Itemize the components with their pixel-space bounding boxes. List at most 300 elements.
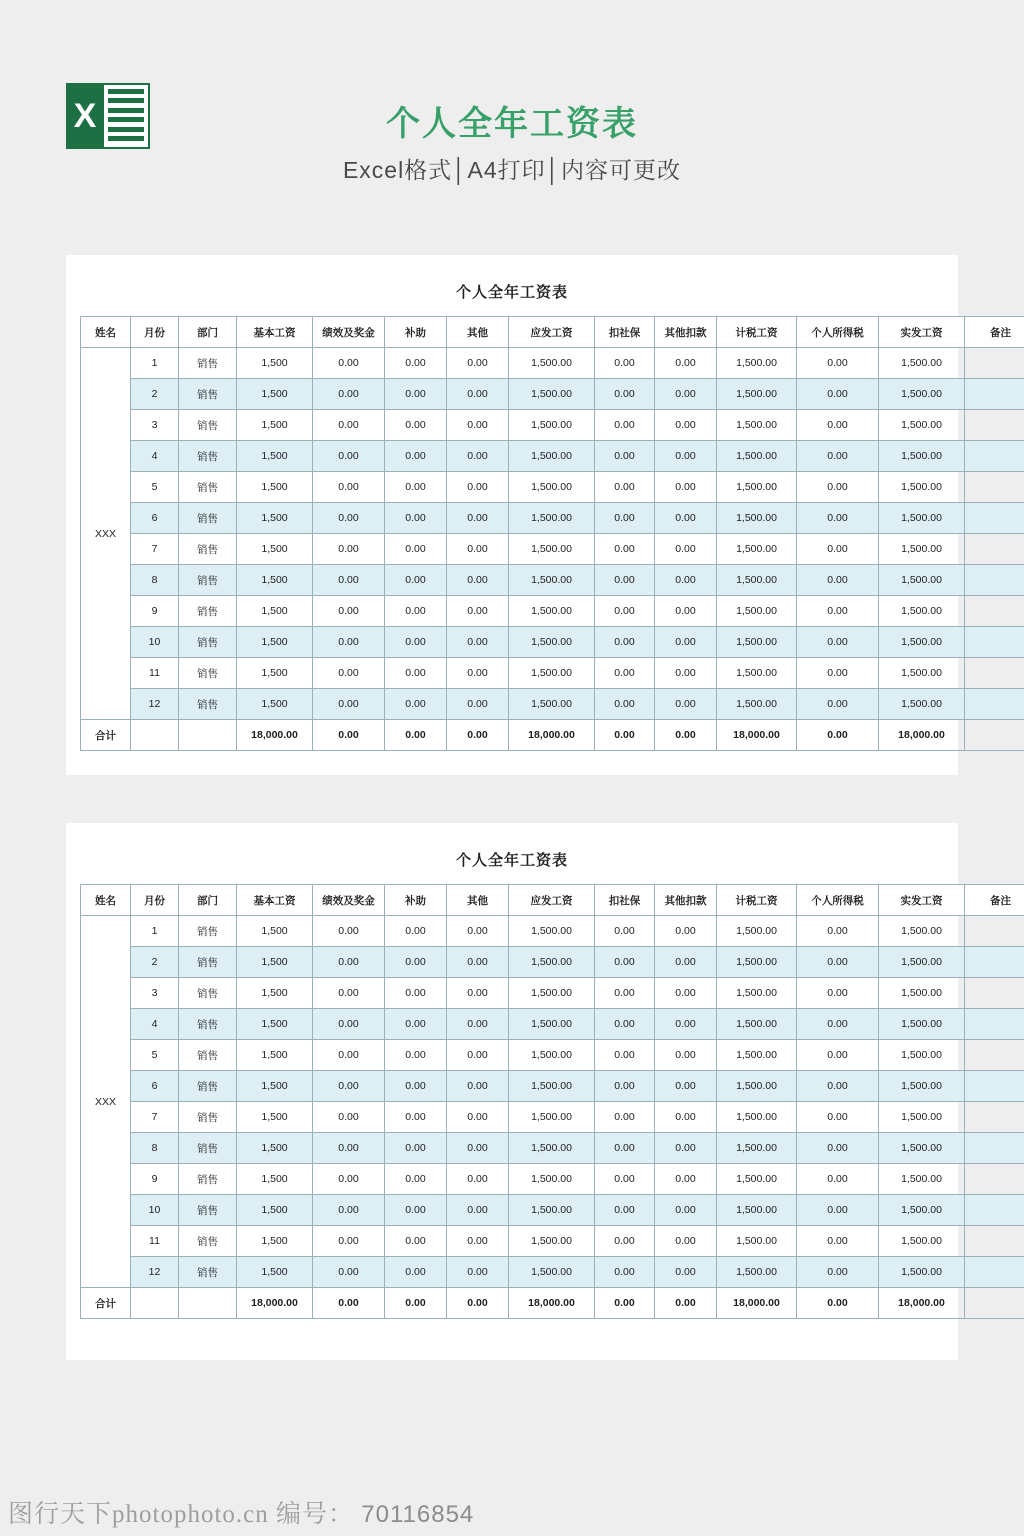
cell-note — [965, 1040, 1024, 1071]
col-header-taxable: 计税工资 — [717, 317, 797, 348]
cell-total-subsidy: 0.00 — [385, 1288, 447, 1319]
cell-note — [965, 379, 1024, 410]
cell-other-deduct: 0.00 — [655, 596, 717, 627]
cell-total-subsidy: 0.00 — [385, 720, 447, 751]
cell-net: 1,500.00 — [879, 410, 965, 441]
col-header-note: 备注 — [965, 317, 1024, 348]
table-row — [81, 1040, 1024, 1071]
cell-net: 1,500.00 — [879, 978, 965, 1009]
cell-subsidy: 0.00 — [385, 472, 447, 503]
cell-other: 0.00 — [447, 1071, 509, 1102]
col-header-base: 基本工资 — [237, 885, 313, 916]
cell-net: 1,500.00 — [879, 1164, 965, 1195]
table-row — [81, 1257, 1024, 1288]
cell-net: 1,500.00 — [879, 472, 965, 503]
cell-bonus: 0.00 — [313, 441, 385, 472]
cell-taxable: 1,500.00 — [717, 472, 797, 503]
excel-logo-letter: X — [66, 83, 104, 149]
cell-gross: 1,500.00 — [509, 978, 595, 1009]
cell-bonus: 0.00 — [313, 658, 385, 689]
cell-bonus: 0.00 — [313, 379, 385, 410]
cell-month: 6 — [131, 503, 179, 534]
table-row — [81, 916, 1024, 947]
cell-note — [965, 947, 1024, 978]
cell-net: 1,500.00 — [879, 689, 965, 720]
col-header-net: 实发工资 — [879, 317, 965, 348]
cell-total-dept — [179, 720, 237, 751]
table-row — [81, 689, 1024, 720]
cell-month: 1 — [131, 348, 179, 379]
col-header-net: 实发工资 — [879, 885, 965, 916]
cell-tax: 0.00 — [797, 916, 879, 947]
cell-taxable: 1,500.00 — [717, 978, 797, 1009]
cell-insurance: 0.00 — [595, 689, 655, 720]
cell-base: 1,500 — [237, 565, 313, 596]
table-row — [81, 410, 1024, 441]
cell-net: 1,500.00 — [879, 1009, 965, 1040]
cell-total-base: 18,000.00 — [237, 1288, 313, 1319]
cell-month: 10 — [131, 627, 179, 658]
cell-taxable: 1,500.00 — [717, 1102, 797, 1133]
cell-total-other: 0.00 — [447, 720, 509, 751]
cell-gross: 1,500.00 — [509, 1133, 595, 1164]
cell-total-other-deduct: 0.00 — [655, 1288, 717, 1319]
cell-net: 1,500.00 — [879, 947, 965, 978]
cell-dept: 销售 — [179, 1133, 237, 1164]
cell-gross: 1,500.00 — [509, 947, 595, 978]
cell-base: 1,500 — [237, 978, 313, 1009]
cell-note — [965, 441, 1024, 472]
cell-subsidy: 0.00 — [385, 379, 447, 410]
table-body — [81, 348, 1024, 751]
cell-employee-name: XXX — [81, 916, 131, 1288]
cell-other: 0.00 — [447, 1102, 509, 1133]
cell-dept: 销售 — [179, 534, 237, 565]
cell-bonus: 0.00 — [313, 1257, 385, 1288]
col-header-other: 其他 — [447, 885, 509, 916]
watermark-footer — [0, 1494, 1024, 1530]
cell-other-deduct: 0.00 — [655, 947, 717, 978]
col-header-insurance: 扣社保 — [595, 317, 655, 348]
cell-note — [965, 348, 1024, 379]
cell-subsidy: 0.00 — [385, 916, 447, 947]
cell-insurance: 0.00 — [595, 596, 655, 627]
watermark-code-label: 编号： — [276, 1501, 355, 1528]
cell-total-net: 18,000.00 — [879, 720, 965, 751]
cell-other-deduct: 0.00 — [655, 689, 717, 720]
cell-bonus: 0.00 — [313, 689, 385, 720]
cell-bonus: 0.00 — [313, 978, 385, 1009]
cell-bonus: 0.00 — [313, 1133, 385, 1164]
cell-other: 0.00 — [447, 379, 509, 410]
cell-note — [965, 689, 1024, 720]
cell-base: 1,500 — [237, 1257, 313, 1288]
cell-insurance: 0.00 — [595, 1009, 655, 1040]
cell-net: 1,500.00 — [879, 1195, 965, 1226]
cell-dept: 销售 — [179, 658, 237, 689]
cell-net: 1,500.00 — [879, 627, 965, 658]
cell-net: 1,500.00 — [879, 534, 965, 565]
col-header-month: 月份 — [131, 317, 179, 348]
cell-dept: 销售 — [179, 441, 237, 472]
cell-net: 1,500.00 — [879, 596, 965, 627]
cell-base: 1,500 — [237, 947, 313, 978]
cell-net: 1,500.00 — [879, 565, 965, 596]
cell-gross: 1,500.00 — [509, 1164, 595, 1195]
cell-tax: 0.00 — [797, 410, 879, 441]
cell-other: 0.00 — [447, 658, 509, 689]
cell-base: 1,500 — [237, 689, 313, 720]
cell-base: 1,500 — [237, 1102, 313, 1133]
table-total-row — [81, 720, 1024, 751]
cell-base: 1,500 — [237, 1009, 313, 1040]
cell-base: 1,500 — [237, 348, 313, 379]
cell-subsidy: 0.00 — [385, 1257, 447, 1288]
cell-gross: 1,500.00 — [509, 689, 595, 720]
cell-total-label: 合计 — [81, 1288, 131, 1319]
cell-other-deduct: 0.00 — [655, 1040, 717, 1071]
cell-tax: 0.00 — [797, 1040, 879, 1071]
table-row — [81, 1009, 1024, 1040]
table-row — [81, 441, 1024, 472]
cell-month: 6 — [131, 1071, 179, 1102]
cell-dept: 销售 — [179, 689, 237, 720]
cell-subsidy: 0.00 — [385, 658, 447, 689]
col-header-dept: 部门 — [179, 317, 237, 348]
cell-gross: 1,500.00 — [509, 1040, 595, 1071]
sheet-title: 个人全年工资表 — [455, 284, 568, 301]
cell-total-label: 合计 — [81, 720, 131, 751]
cell-other: 0.00 — [447, 1164, 509, 1195]
cell-subsidy: 0.00 — [385, 596, 447, 627]
cell-month: 5 — [131, 1040, 179, 1071]
cell-gross: 1,500.00 — [509, 596, 595, 627]
cell-total-net: 18,000.00 — [879, 1288, 965, 1319]
cell-bonus: 0.00 — [313, 1195, 385, 1226]
cell-subsidy: 0.00 — [385, 503, 447, 534]
cell-tax: 0.00 — [797, 565, 879, 596]
cell-insurance: 0.00 — [595, 627, 655, 658]
table-row — [81, 627, 1024, 658]
cell-bonus: 0.00 — [313, 503, 385, 534]
cell-month: 5 — [131, 472, 179, 503]
cell-insurance: 0.00 — [595, 441, 655, 472]
cell-dept: 销售 — [179, 947, 237, 978]
cell-other-deduct: 0.00 — [655, 565, 717, 596]
cell-other-deduct: 0.00 — [655, 627, 717, 658]
cell-gross: 1,500.00 — [509, 441, 595, 472]
cell-gross: 1,500.00 — [509, 379, 595, 410]
cell-gross: 1,500.00 — [509, 1257, 595, 1288]
cell-total-month — [131, 720, 179, 751]
cell-total-bonus: 0.00 — [313, 720, 385, 751]
cell-bonus: 0.00 — [313, 1071, 385, 1102]
table-row — [81, 1102, 1024, 1133]
cell-taxable: 1,500.00 — [717, 1133, 797, 1164]
cell-net: 1,500.00 — [879, 1040, 965, 1071]
col-header-tax: 个人所得税 — [797, 317, 879, 348]
cell-taxable: 1,500.00 — [717, 627, 797, 658]
cell-insurance: 0.00 — [595, 658, 655, 689]
cell-total-note — [965, 720, 1024, 751]
cell-gross: 1,500.00 — [509, 534, 595, 565]
cell-base: 1,500 — [237, 658, 313, 689]
cell-base: 1,500 — [237, 1040, 313, 1071]
col-header-other-deduct: 其他扣款 — [655, 317, 717, 348]
cell-tax: 0.00 — [797, 1164, 879, 1195]
cell-other-deduct: 0.00 — [655, 503, 717, 534]
cell-tax: 0.00 — [797, 379, 879, 410]
cell-insurance: 0.00 — [595, 379, 655, 410]
table-row — [81, 472, 1024, 503]
cell-note — [965, 1226, 1024, 1257]
cell-tax: 0.00 — [797, 472, 879, 503]
cell-net: 1,500.00 — [879, 1102, 965, 1133]
cell-subsidy: 0.00 — [385, 978, 447, 1009]
cell-base: 1,500 — [237, 1133, 313, 1164]
cell-subsidy: 0.00 — [385, 348, 447, 379]
cell-note — [965, 1164, 1024, 1195]
cell-tax: 0.00 — [797, 1009, 879, 1040]
cell-tax: 0.00 — [797, 441, 879, 472]
cell-gross: 1,500.00 — [509, 1009, 595, 1040]
cell-other-deduct: 0.00 — [655, 348, 717, 379]
cell-other-deduct: 0.00 — [655, 916, 717, 947]
cell-base: 1,500 — [237, 534, 313, 565]
col-header-base: 基本工资 — [237, 317, 313, 348]
cell-note — [965, 916, 1024, 947]
cell-other: 0.00 — [447, 947, 509, 978]
cell-month: 12 — [131, 689, 179, 720]
cell-insurance: 0.00 — [595, 1195, 655, 1226]
cell-gross: 1,500.00 — [509, 627, 595, 658]
col-header-subsidy: 补助 — [385, 885, 447, 916]
cell-insurance: 0.00 — [595, 503, 655, 534]
cell-month: 2 — [131, 947, 179, 978]
cell-month: 7 — [131, 1102, 179, 1133]
cell-other: 0.00 — [447, 1133, 509, 1164]
cell-base: 1,500 — [237, 1195, 313, 1226]
cell-net: 1,500.00 — [879, 1133, 965, 1164]
cell-total-base: 18,000.00 — [237, 720, 313, 751]
cell-subsidy: 0.00 — [385, 1133, 447, 1164]
cell-subsidy: 0.00 — [385, 1102, 447, 1133]
cell-taxable: 1,500.00 — [717, 916, 797, 947]
cell-taxable: 1,500.00 — [717, 1195, 797, 1226]
cell-other: 0.00 — [447, 503, 509, 534]
cell-note — [965, 410, 1024, 441]
cell-taxable: 1,500.00 — [717, 441, 797, 472]
cell-taxable: 1,500.00 — [717, 947, 797, 978]
cell-tax: 0.00 — [797, 348, 879, 379]
cell-dept: 销售 — [179, 379, 237, 410]
cell-note — [965, 534, 1024, 565]
cell-taxable: 1,500.00 — [717, 379, 797, 410]
cell-other: 0.00 — [447, 472, 509, 503]
cell-other-deduct: 0.00 — [655, 1226, 717, 1257]
cell-other-deduct: 0.00 — [655, 1164, 717, 1195]
col-header-gross: 应发工资 — [509, 885, 595, 916]
cell-tax: 0.00 — [797, 534, 879, 565]
cell-note — [965, 1133, 1024, 1164]
table-row — [81, 1071, 1024, 1102]
cell-subsidy: 0.00 — [385, 441, 447, 472]
col-header-note: 备注 — [965, 885, 1024, 916]
cell-tax: 0.00 — [797, 1257, 879, 1288]
cell-employee-name: XXX — [81, 348, 131, 720]
col-header-name: 姓名 — [81, 885, 131, 916]
col-header-dept: 部门 — [179, 885, 237, 916]
cell-month: 4 — [131, 441, 179, 472]
cell-insurance: 0.00 — [595, 1226, 655, 1257]
salary-table — [80, 884, 1024, 1319]
cell-total-tax: 0.00 — [797, 720, 879, 751]
cell-total-tax: 0.00 — [797, 1288, 879, 1319]
cell-insurance: 0.00 — [595, 978, 655, 1009]
cell-gross: 1,500.00 — [509, 410, 595, 441]
cell-total-gross: 18,000.00 — [509, 1288, 595, 1319]
table-body — [81, 916, 1024, 1319]
cell-bonus: 0.00 — [313, 596, 385, 627]
cell-insurance: 0.00 — [595, 565, 655, 596]
cell-tax: 0.00 — [797, 596, 879, 627]
cell-other-deduct: 0.00 — [655, 658, 717, 689]
page-header — [0, 0, 1024, 250]
cell-other-deduct: 0.00 — [655, 1257, 717, 1288]
cell-dept: 销售 — [179, 348, 237, 379]
cell-base: 1,500 — [237, 441, 313, 472]
cell-subsidy: 0.00 — [385, 1164, 447, 1195]
cell-gross: 1,500.00 — [509, 916, 595, 947]
cell-tax: 0.00 — [797, 627, 879, 658]
cell-gross: 1,500.00 — [509, 1102, 595, 1133]
cell-taxable: 1,500.00 — [717, 565, 797, 596]
cell-other-deduct: 0.00 — [655, 472, 717, 503]
cell-other: 0.00 — [447, 565, 509, 596]
cell-bonus: 0.00 — [313, 627, 385, 658]
cell-month: 1 — [131, 916, 179, 947]
cell-net: 1,500.00 — [879, 348, 965, 379]
cell-dept: 销售 — [179, 1009, 237, 1040]
cell-tax: 0.00 — [797, 1071, 879, 1102]
cell-base: 1,500 — [237, 916, 313, 947]
cell-taxable: 1,500.00 — [717, 348, 797, 379]
cell-insurance: 0.00 — [595, 534, 655, 565]
cell-total-insurance: 0.00 — [595, 1288, 655, 1319]
cell-base: 1,500 — [237, 596, 313, 627]
cell-bonus: 0.00 — [313, 565, 385, 596]
cell-insurance: 0.00 — [595, 1164, 655, 1195]
cell-subsidy: 0.00 — [385, 1195, 447, 1226]
watermark-site: 图行天下photophoto.cn — [8, 1501, 269, 1528]
cell-total-gross: 18,000.00 — [509, 720, 595, 751]
cell-other: 0.00 — [447, 1040, 509, 1071]
cell-insurance: 0.00 — [595, 947, 655, 978]
cell-other-deduct: 0.00 — [655, 978, 717, 1009]
cell-taxable: 1,500.00 — [717, 596, 797, 627]
cell-insurance: 0.00 — [595, 1040, 655, 1071]
cell-total-note — [965, 1288, 1024, 1319]
cell-note — [965, 503, 1024, 534]
table-row — [81, 596, 1024, 627]
cell-total-taxable: 18,000.00 — [717, 720, 797, 751]
table-row — [81, 947, 1024, 978]
cell-dept: 销售 — [179, 1071, 237, 1102]
cell-note — [965, 1102, 1024, 1133]
cell-other-deduct: 0.00 — [655, 1133, 717, 1164]
cell-base: 1,500 — [237, 503, 313, 534]
cell-note — [965, 596, 1024, 627]
cell-dept: 销售 — [179, 1164, 237, 1195]
cell-taxable: 1,500.00 — [717, 410, 797, 441]
cell-other-deduct: 0.00 — [655, 410, 717, 441]
cell-taxable: 1,500.00 — [717, 1226, 797, 1257]
cell-insurance: 0.00 — [595, 348, 655, 379]
cell-base: 1,500 — [237, 410, 313, 441]
watermark-code: 70116854 — [361, 1501, 475, 1528]
sheet-card-2 — [66, 823, 1011, 1360]
cell-note — [965, 1009, 1024, 1040]
table-row — [81, 1133, 1024, 1164]
cell-base: 1,500 — [237, 627, 313, 658]
cell-net: 1,500.00 — [879, 916, 965, 947]
cell-taxable: 1,500.00 — [717, 1164, 797, 1195]
cell-gross: 1,500.00 — [509, 348, 595, 379]
cell-other: 0.00 — [447, 916, 509, 947]
cell-bonus: 0.00 — [313, 1226, 385, 1257]
cell-bonus: 0.00 — [313, 472, 385, 503]
cell-note — [965, 658, 1024, 689]
cell-taxable: 1,500.00 — [717, 534, 797, 565]
cell-tax: 0.00 — [797, 1133, 879, 1164]
cell-month: 2 — [131, 379, 179, 410]
col-header-taxable: 计税工资 — [717, 885, 797, 916]
cell-other: 0.00 — [447, 978, 509, 1009]
cell-taxable: 1,500.00 — [717, 658, 797, 689]
cell-other-deduct: 0.00 — [655, 379, 717, 410]
cell-other: 0.00 — [447, 627, 509, 658]
page-subtitle: Excel格式│A4打印│内容可更改 — [342, 157, 682, 183]
col-header-other: 其他 — [447, 317, 509, 348]
cell-gross: 1,500.00 — [509, 472, 595, 503]
cell-month: 8 — [131, 565, 179, 596]
cell-other: 0.00 — [447, 441, 509, 472]
cell-taxable: 1,500.00 — [717, 689, 797, 720]
table-header-row — [81, 885, 1024, 916]
cell-other: 0.00 — [447, 689, 509, 720]
cell-note — [965, 1257, 1024, 1288]
cell-subsidy: 0.00 — [385, 1040, 447, 1071]
cell-month: 12 — [131, 1257, 179, 1288]
cell-other-deduct: 0.00 — [655, 1102, 717, 1133]
table-row — [81, 379, 1024, 410]
sheet-title: 个人全年工资表 — [455, 852, 568, 869]
cell-gross: 1,500.00 — [509, 1071, 595, 1102]
cell-dept: 销售 — [179, 565, 237, 596]
cell-insurance: 0.00 — [595, 1133, 655, 1164]
cell-dept: 销售 — [179, 472, 237, 503]
cell-bonus: 0.00 — [313, 1164, 385, 1195]
cell-dept: 销售 — [179, 1226, 237, 1257]
table-row — [81, 1226, 1024, 1257]
cell-insurance: 0.00 — [595, 916, 655, 947]
cell-bonus: 0.00 — [313, 916, 385, 947]
cell-net: 1,500.00 — [879, 1257, 965, 1288]
cell-insurance: 0.00 — [595, 1102, 655, 1133]
cell-month: 7 — [131, 534, 179, 565]
cell-tax: 0.00 — [797, 947, 879, 978]
cell-month: 9 — [131, 1164, 179, 1195]
